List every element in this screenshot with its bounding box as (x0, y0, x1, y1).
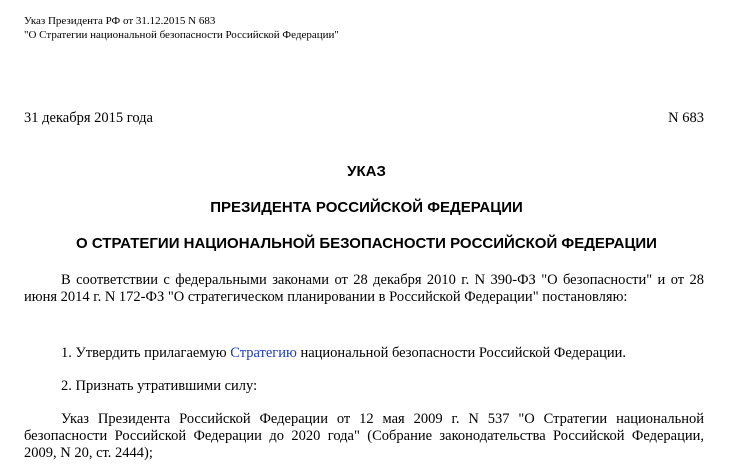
date-number-row (24, 109, 704, 127)
preamble-paragraph: В соответствии с федеральными законами от 28 декабря 2010 г. N 390-ФЗ "О безопасности" и от 28 июня 2014 г. N 172-ФЗ "О стратегическом планировании в Российской Федерации" постановляю: (24, 272, 704, 305)
decree-date: 31 декабря 2015 года (24, 110, 153, 126)
clause-2-paragraph: 2. Признать утратившими силу: (61, 378, 258, 394)
decree-number: N 683 (668, 110, 704, 126)
clause-1-paragraph (24, 345, 704, 362)
clause-1-prefix: 1. Утвердить прилагаемую (61, 345, 231, 361)
title-subject: О СТРАТЕГИИ НАЦИОНАЛЬНОЙ БЕЗОПАСНОСТИ РОССИЙСКОЙ ФЕДЕРАЦИИ (76, 235, 657, 252)
title-decree: УКАЗ (347, 163, 386, 180)
header-decree-title: "О Стратегии национальной безопасности Российской Федерации" (24, 29, 339, 41)
document-header (24, 14, 339, 42)
title-issuer: ПРЕЗИДЕНТА РОССИЙСКОЙ ФЕДЕРАЦИИ (210, 199, 523, 216)
clause-1-suffix: национальной безопасности Российской Федерации. (296, 345, 627, 361)
strategy-link[interactable]: Стратегию (230, 345, 297, 361)
header-decree-reference: Указ Президента РФ от 31.12.2015 N 683 (24, 15, 216, 27)
repealed-decree-paragraph: Указ Президента Российской Федерации от 12 мая 2009 г. N 537 "О Стратегии национальной безопасности Российской Федерации до 2020 года" (Собрание законодательства Российской Федерации, 2009, N 20, ст. 2444); (24, 411, 704, 461)
